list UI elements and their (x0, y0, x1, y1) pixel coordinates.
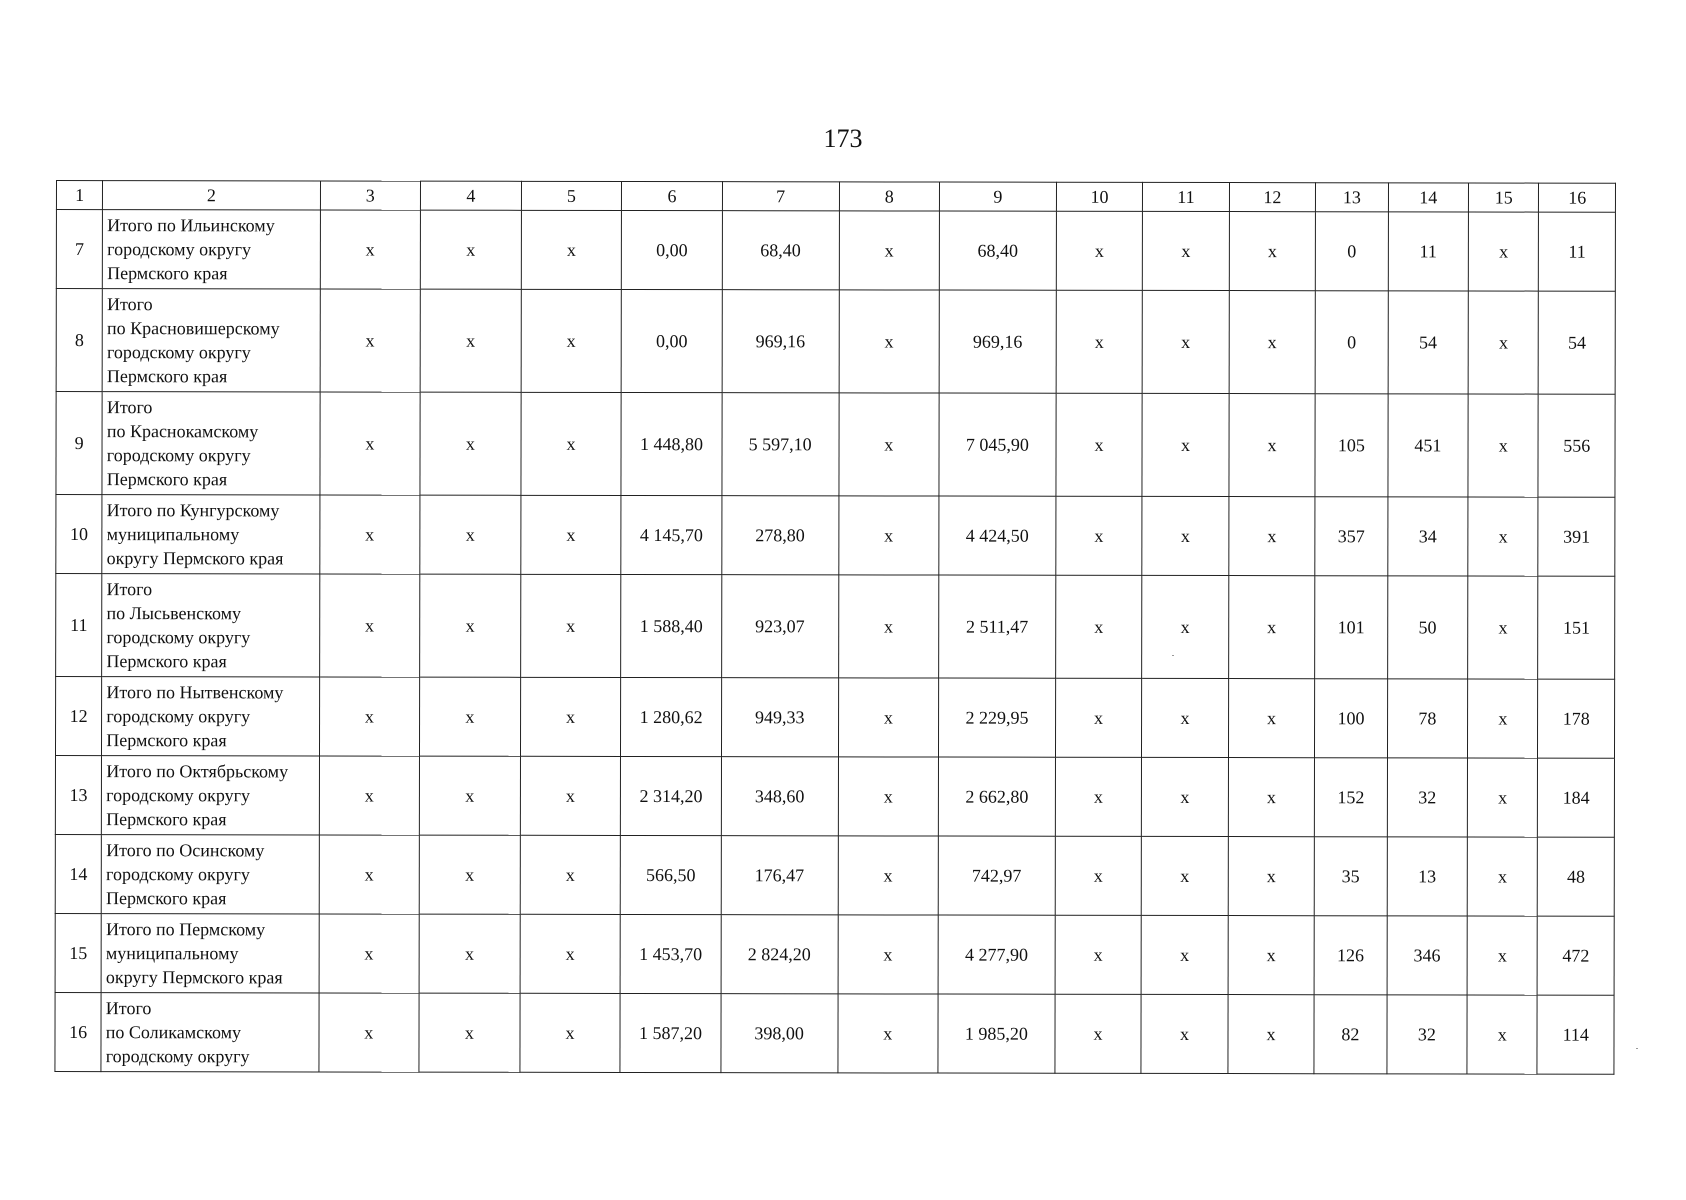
table-row (55, 992, 1614, 1074)
row-name (102, 495, 319, 574)
column-header: 1 (56, 181, 102, 210)
cell-col-13: 105 (1315, 394, 1388, 497)
cell-col-7: 2 824,20 (721, 915, 838, 994)
cell-col-5: x (520, 495, 621, 574)
cell-col-9: 7 045,90 (939, 393, 1056, 496)
cell-col-11: x (1142, 290, 1229, 393)
cell-col-10: x (1055, 575, 1142, 678)
cell-col-11: x (1143, 211, 1230, 290)
column-header: 2 (103, 181, 320, 210)
cell-col-15: x (1468, 576, 1539, 679)
cell-col-9: 742,97 (938, 836, 1055, 915)
cell-col-5: x (521, 289, 622, 392)
cell-col-13: 0 (1315, 291, 1388, 394)
cell-col-8: x (839, 211, 940, 290)
cell-col-16: 391 (1538, 497, 1615, 576)
row-name (101, 835, 318, 914)
row-number: 15 (55, 913, 101, 992)
cell-col-12: x (1229, 497, 1316, 576)
column-header: 3 (320, 181, 421, 210)
row-number: 7 (56, 210, 102, 289)
cell-col-11: x (1142, 496, 1229, 575)
row-name-line: Пермского края (106, 366, 228, 387)
cell-col-14: 451 (1388, 394, 1469, 497)
column-header: 4 (421, 181, 522, 210)
column-header: 9 (940, 182, 1057, 211)
cell-col-15: x (1468, 394, 1539, 497)
cell-col-6: 1 587,20 (620, 993, 721, 1072)
row-name-line: округу Пермского края (106, 548, 284, 569)
cell-col-6: 1 453,70 (620, 914, 721, 993)
cell-col-7: 923,07 (721, 575, 838, 678)
cell-col-13: 0 (1316, 212, 1389, 291)
cell-col-14: 50 (1387, 576, 1468, 679)
cell-col-7: 68,40 (722, 211, 839, 290)
cell-col-8: x (838, 757, 939, 836)
cell-col-16: 48 (1538, 837, 1615, 916)
cell-col-7: 5 597,10 (722, 393, 839, 496)
table-row (56, 574, 1615, 680)
cell-col-14: 34 (1387, 497, 1468, 576)
table-row (56, 495, 1615, 577)
cell-col-5: x (521, 392, 622, 495)
cell-col-5: x (520, 993, 621, 1072)
row-number: 13 (55, 756, 101, 835)
column-header: 13 (1316, 183, 1388, 212)
row-name-line: городскому округу (106, 342, 251, 363)
row-name-line: Итого по Нытвенскому (106, 682, 284, 703)
cell-col-5: x (520, 914, 621, 993)
row-number: 14 (55, 834, 101, 913)
cell-col-3: x (319, 677, 420, 756)
table-row (56, 210, 1615, 292)
cell-col-16: 178 (1538, 679, 1615, 758)
cell-col-15: x (1468, 212, 1539, 291)
table-header (56, 181, 1615, 213)
cell-col-14: 346 (1387, 916, 1468, 995)
cell-col-9: 4 277,90 (938, 915, 1055, 994)
row-name (103, 210, 320, 289)
scan-speck (1172, 655, 1174, 656)
cell-col-12: x (1228, 576, 1315, 679)
cell-col-13: 357 (1315, 497, 1388, 576)
scan-speck (1636, 1048, 1638, 1049)
row-name-line: по Красновишерскому (106, 318, 280, 339)
row-name (102, 289, 319, 392)
cell-col-4: x (420, 495, 521, 574)
row-name-line: Итого (106, 397, 153, 418)
column-header: 16 (1539, 183, 1616, 212)
column-header: 11 (1143, 182, 1230, 211)
cell-col-15: x (1468, 497, 1539, 576)
cell-col-11: x (1141, 994, 1228, 1073)
header-row (56, 181, 1615, 213)
table-body (55, 210, 1616, 1075)
cell-col-12: x (1228, 679, 1315, 758)
cell-col-14: 32 (1387, 995, 1468, 1074)
cell-col-3: x (320, 210, 421, 289)
cell-col-6: 0,00 (621, 289, 722, 392)
table-row (55, 834, 1614, 916)
row-number: 10 (56, 495, 102, 574)
row-name (102, 574, 319, 677)
row-name-line: муниципальному (106, 524, 240, 545)
cell-col-6: 4 145,70 (621, 495, 722, 574)
cell-col-3: x (319, 835, 420, 914)
cell-col-12: x (1228, 758, 1315, 837)
cell-col-8: x (838, 575, 939, 678)
cell-col-12: x (1228, 837, 1315, 916)
cell-col-4: x (419, 914, 520, 993)
row-number: 12 (55, 677, 101, 756)
cell-col-8: x (839, 290, 940, 393)
cell-col-3: x (318, 993, 419, 1072)
column-header: 7 (722, 182, 839, 211)
row-name-line: Пермского края (107, 263, 228, 284)
cell-col-5: x (520, 574, 621, 677)
row-name (102, 392, 319, 495)
cell-col-4: x (420, 392, 521, 495)
data-table (54, 180, 1616, 1075)
row-name-line: округу Пермского края (105, 967, 283, 988)
row-name-line: по Краснокамскому (106, 421, 259, 442)
cell-col-13: 126 (1314, 916, 1387, 995)
cell-col-4: x (420, 289, 521, 392)
table-row (56, 392, 1615, 498)
cell-col-4: x (419, 756, 520, 835)
cell-col-15: x (1467, 995, 1538, 1074)
row-number: 8 (56, 289, 102, 392)
cell-col-7: 398,00 (721, 994, 838, 1073)
cell-col-12: x (1228, 916, 1315, 995)
cell-col-15: x (1467, 837, 1538, 916)
row-name-line: городскому округу (106, 864, 250, 885)
row-name-line: Итого (105, 998, 152, 1019)
cell-col-14: 54 (1388, 291, 1469, 394)
cell-col-10: x (1055, 915, 1142, 994)
cell-col-6: 0,00 (622, 210, 723, 289)
cell-col-13: 152 (1315, 758, 1388, 837)
cell-col-6: 566,50 (620, 835, 721, 914)
table-row (55, 677, 1614, 759)
row-name-line: городскому округу (105, 1046, 250, 1067)
cell-col-4: x (419, 835, 520, 914)
cell-col-10: x (1055, 836, 1142, 915)
row-name-line: муниципальному (105, 943, 239, 964)
cell-col-4: x (420, 574, 521, 677)
cell-col-16: 184 (1538, 758, 1615, 837)
row-name-line: Итого (107, 294, 153, 315)
cell-col-4: x (420, 210, 521, 289)
cell-col-9: 969,16 (939, 290, 1056, 393)
cell-col-10: x (1056, 496, 1143, 575)
cell-col-14: 78 (1387, 679, 1468, 758)
row-number: 11 (56, 574, 102, 677)
cell-col-16: 556 (1538, 394, 1615, 497)
cell-col-12: x (1229, 212, 1316, 291)
column-header: 8 (839, 182, 940, 211)
cell-col-9: 4 424,50 (939, 496, 1056, 575)
cell-col-3: x (319, 574, 420, 677)
cell-col-14: 11 (1388, 212, 1469, 291)
cell-col-7: 348,60 (721, 757, 838, 836)
cell-col-8: x (838, 836, 939, 915)
cell-col-7: 969,16 (722, 290, 839, 393)
cell-col-9: 2 662,80 (938, 757, 1055, 836)
cell-col-7: 949,33 (721, 678, 838, 757)
cell-col-3: x (320, 289, 421, 392)
table-row (56, 289, 1615, 395)
cell-col-12: x (1229, 291, 1316, 394)
cell-col-12: x (1228, 995, 1315, 1074)
cell-col-4: x (420, 677, 521, 756)
cell-col-5: x (520, 677, 621, 756)
row-number: 16 (55, 992, 101, 1071)
cell-col-13: 100 (1315, 679, 1388, 758)
row-name-line: городскому округу (106, 627, 251, 648)
cell-col-5: x (520, 756, 621, 835)
column-header: 12 (1229, 183, 1316, 212)
cell-col-3: x (319, 392, 420, 495)
cell-col-10: x (1056, 393, 1143, 496)
cell-col-16: 151 (1538, 576, 1615, 679)
cell-col-6: 1 588,40 (621, 574, 722, 677)
row-name (102, 756, 319, 835)
row-name-line: городскому округу (106, 706, 251, 727)
cell-col-10: x (1055, 678, 1142, 757)
cell-col-13: 101 (1315, 576, 1388, 679)
cell-col-11: x (1142, 575, 1229, 678)
cell-col-16: 54 (1539, 291, 1616, 394)
cell-col-6: 1 448,80 (621, 392, 722, 495)
cell-col-3: x (319, 756, 420, 835)
cell-col-10: x (1055, 757, 1142, 836)
row-name-line: Итого по Ильинскому (107, 215, 275, 236)
row-name-line: Итого по Пермскому (105, 919, 266, 940)
cell-col-8: x (838, 915, 939, 994)
cell-col-11: x (1142, 678, 1229, 757)
row-name-line: Пермского края (106, 730, 227, 751)
cell-col-13: 35 (1314, 837, 1387, 916)
row-name-line: по Лысьвенскому (106, 603, 242, 624)
row-name-line: Пермского края (106, 651, 227, 672)
row-name-line: Пермского края (105, 888, 227, 909)
cell-col-14: 13 (1387, 837, 1468, 916)
cell-col-11: x (1142, 757, 1229, 836)
cell-col-16: 114 (1537, 995, 1614, 1074)
cell-col-16: 11 (1539, 212, 1616, 291)
cell-col-5: x (521, 210, 622, 289)
column-header: 14 (1388, 183, 1469, 212)
cell-col-5: x (520, 835, 621, 914)
row-name (101, 993, 318, 1072)
cell-col-10: x (1056, 211, 1143, 290)
table-row (55, 913, 1614, 995)
cell-col-14: 32 (1387, 758, 1468, 837)
row-name-line: Итого по Кунгурскому (106, 500, 280, 521)
row-name-line: Итого (106, 579, 153, 600)
cell-col-3: x (319, 914, 420, 993)
cell-col-11: x (1141, 836, 1228, 915)
row-name-line: Итого по Октябрьскому (106, 761, 289, 782)
cell-col-15: x (1468, 679, 1539, 758)
cell-col-8: x (837, 994, 938, 1073)
row-name-line: Итого по Осинскому (106, 840, 265, 861)
row-name-line: городскому округу (106, 785, 251, 806)
cell-col-15: x (1467, 916, 1538, 995)
cell-col-15: x (1467, 758, 1538, 837)
row-name-line: Пермского края (106, 809, 227, 830)
cell-col-9: 68,40 (939, 211, 1056, 290)
cell-col-12: x (1229, 394, 1316, 497)
cell-col-6: 1 280,62 (621, 677, 722, 756)
row-number: 9 (56, 392, 102, 495)
cell-col-3: x (319, 495, 420, 574)
column-header: 15 (1469, 183, 1539, 212)
cell-col-16: 472 (1538, 916, 1615, 995)
row-name (102, 677, 319, 756)
cell-col-7: 176,47 (721, 836, 838, 915)
cell-col-15: x (1468, 291, 1539, 394)
column-header: 10 (1056, 182, 1143, 211)
cell-col-11: x (1141, 915, 1228, 994)
cell-col-9: 2 229,95 (939, 678, 1056, 757)
cell-col-8: x (838, 393, 939, 496)
cell-col-9: 2 511,47 (939, 575, 1056, 678)
column-header: 6 (622, 181, 723, 210)
table-row (55, 756, 1614, 838)
row-name-line: по Соликамскому (105, 1022, 242, 1043)
row-name-line: городскому округу (106, 445, 251, 466)
row-name (101, 914, 318, 993)
cell-col-10: x (1055, 994, 1142, 1073)
cell-col-8: x (838, 678, 939, 757)
cell-col-13: 82 (1314, 995, 1387, 1074)
page-number: 173 (823, 124, 863, 153)
cell-col-8: x (838, 496, 939, 575)
cell-col-11: x (1142, 393, 1229, 496)
cell-col-7: 278,80 (722, 496, 839, 575)
column-header: 5 (521, 181, 622, 210)
cell-col-4: x (419, 993, 520, 1072)
row-name-line: Пермского края (106, 469, 228, 490)
cell-col-9: 1 985,20 (938, 994, 1055, 1073)
cell-col-6: 2 314,20 (621, 756, 722, 835)
cell-col-10: x (1056, 290, 1143, 393)
row-name-line: городскому округу (107, 239, 252, 260)
